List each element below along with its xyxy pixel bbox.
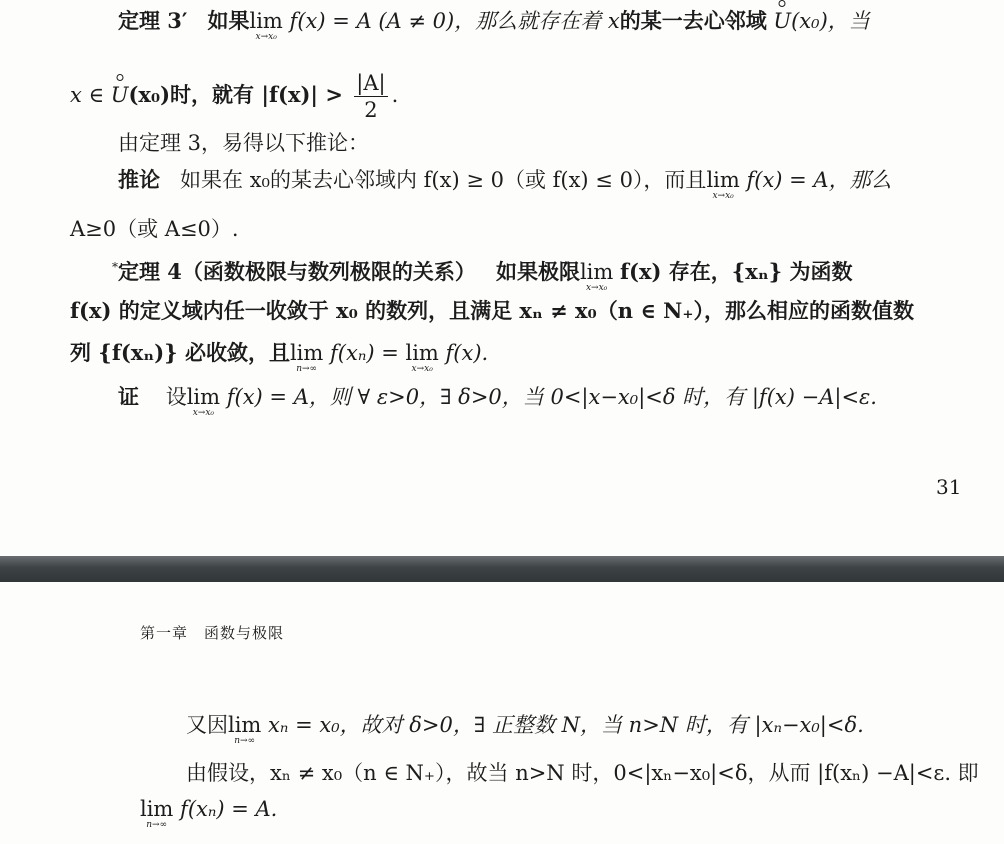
chapter-header: 第一章 函数与极限: [140, 624, 285, 642]
star-marker: *: [112, 260, 118, 274]
punctured-u-symbol: U: [111, 80, 129, 110]
fraction-denominator: 2: [364, 98, 378, 122]
theorem-4-equality: f(xₙ) =: [330, 341, 406, 365]
theorem-3-prime-neighborhood-text: 的某一去心邻域: [619, 8, 767, 33]
line2-start: x ∈: [70, 83, 111, 107]
proof-text: 设: [165, 385, 187, 409]
punctured-u-symbol: U: [773, 6, 791, 36]
lim-subscript: x→x₀: [192, 408, 215, 418]
lim-word: lim: [186, 385, 221, 409]
lim-operator: [289, 338, 324, 374]
corollary-line-2: A≥0（或 A≤0）.: [70, 217, 239, 241]
lim-operator: [186, 382, 221, 418]
lim-word: lim: [228, 713, 262, 737]
corollary-conclusion: f(x) = A，那么: [746, 168, 892, 192]
proof-statement: f(x) = A，则 ∀ ε>0，∃ δ>0，当 0<|x−x₀|<δ 时，有 |f(x) −A|<ε.: [226, 385, 877, 409]
theorem-3-prime-line-2: [70, 70, 398, 123]
theorem-4-limit-fx: f(x).: [445, 341, 489, 365]
lim-subscript: n→∞: [296, 364, 318, 374]
proof-line: [118, 382, 877, 418]
p3-conclusion: f(xₙ) = A.: [180, 797, 278, 821]
line2-condition: (x₀)时，就有 |f(x)| >: [128, 82, 351, 107]
theorem-4-title: 定理 4（函数极限与数列极限的关系）: [118, 259, 476, 284]
proof-continued-line-1: [186, 710, 864, 746]
proof-continued-line-3: [140, 794, 278, 830]
theorem-3-prime-tail: (x₀)，当: [791, 9, 870, 33]
lim-word: lim: [249, 9, 283, 33]
proof-title: 证: [118, 384, 139, 409]
theorem-4-line-3: [70, 338, 489, 374]
fraction-numerator: |A|: [356, 71, 386, 95]
p1-start: 又因: [186, 713, 228, 737]
theorem-4-text: 如果极限: [495, 259, 580, 284]
lim-subscript: x→x₀: [411, 364, 433, 374]
lim-operator: [140, 794, 174, 830]
page-divider: [0, 556, 1004, 584]
theorem-3-prime-condition: f(x) = A (A ≠ 0)，那么就存在着 x: [289, 9, 620, 33]
corollary-text: 如果在 x₀的某去心邻域内 f(x) ≥ 0（或 f(x) ≤ 0），而且: [180, 168, 707, 192]
lim-operator: [228, 710, 262, 746]
theorem-4-line-3-text: 列 {f(xₙ)} 必收敛，且: [70, 340, 290, 365]
lim-operator: [579, 257, 614, 293]
lim-word: lim: [289, 341, 324, 365]
lim-operator: [405, 338, 439, 374]
page-32: [0, 582, 1004, 844]
theorem-4-line-2: f(x) 的定义域内任一收敛于 x₀ 的数列，且满足 xₙ ≠ x₀（n ∈ N₊），那么相应的函数值数: [70, 298, 914, 323]
theorem-4-line-1: [112, 252, 853, 293]
lim-subscript: n→∞: [234, 736, 256, 746]
theorem-4-text-2: f(x) 存在，{xₙ} 为函数: [620, 259, 853, 284]
corollary-line-1: [118, 165, 892, 201]
intro-line: 由定理 3，易得以下推论：: [118, 131, 370, 155]
theorem-3-prime-text: 如果: [207, 8, 250, 33]
theorem-3-prime-title: 定理 3′: [118, 8, 188, 33]
proof-continued-line-2: 由假设，xₙ ≠ x₀（n ∈ N₊），故当 n>N 时，0<|xₙ−x₀|<δ，从而 |f(xₙ) −A|<ε. 即: [186, 761, 979, 785]
lim-word: lim: [140, 797, 174, 821]
lim-subscript: x→x₀: [585, 283, 608, 293]
lim-subscript: n→∞: [146, 820, 168, 830]
lim-word: lim: [405, 341, 439, 365]
lim-word: lim: [579, 260, 614, 284]
p1-statement: xₙ = x₀，故对 δ>0，∃ 正整数 N，当 n>N 时，有 |xₙ−x₀|<δ.: [268, 713, 864, 737]
page-number: 31: [936, 475, 962, 499]
corollary-title: 推论: [118, 167, 160, 192]
lim-operator: [706, 165, 740, 201]
line2-end: .: [391, 83, 399, 107]
lim-operator: [249, 6, 283, 42]
lim-word: lim: [706, 168, 740, 192]
lim-subscript: x→x₀: [255, 32, 277, 42]
theorem-3-prime-line-1: [118, 6, 870, 42]
fraction-a-over-2: [354, 70, 387, 123]
lim-subscript: x→x₀: [712, 191, 734, 201]
